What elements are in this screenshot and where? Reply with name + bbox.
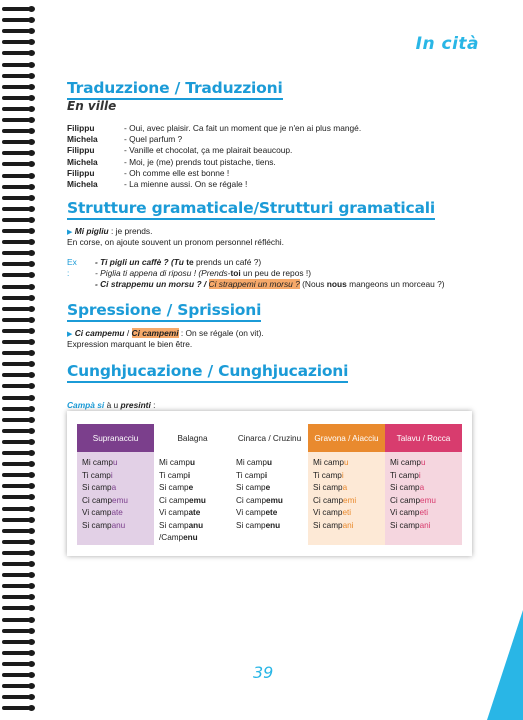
dialog-line — [67, 123, 361, 134]
spiral-ring — [2, 6, 36, 12]
dialog-text: - La mienne aussi. On se régale ! — [124, 179, 248, 190]
conjugation-form: Ti campi — [313, 470, 344, 480]
example-label: Ex : — [67, 257, 77, 279]
spiral-ring — [2, 217, 36, 223]
conjugation-column — [77, 424, 154, 545]
speaker-name: Michela — [67, 134, 98, 145]
conjugation-form: Si campe — [159, 483, 194, 492]
grammar-lead-phrase: Mi pigliu — [74, 226, 109, 236]
dialog-text: - Quel parfum ? — [124, 134, 183, 145]
spiral-ring — [2, 161, 36, 167]
spiral-ring — [2, 395, 36, 401]
expression-note: Expression marquant le bien être. — [67, 339, 193, 349]
column-header: Cinarca / Cruzinu — [231, 424, 308, 452]
spiral-ring — [2, 317, 36, 323]
spiral-ring — [2, 494, 36, 500]
conjugation-form: Mi campu — [236, 458, 272, 467]
spiral-ring — [2, 195, 36, 201]
spiral-ring — [2, 694, 36, 700]
grammar-note: En corse, on ajoute souvent un pronom personnel réfléchi. — [67, 237, 284, 247]
dialog-text: - Oh comme elle est bonne ! — [124, 167, 230, 178]
dialog-text: - Moi, je (me) prends tout pistache, tiens. — [124, 156, 276, 167]
spiral-ring — [2, 439, 36, 445]
speaker-name: Filippu — [67, 123, 95, 133]
spiral-ring — [2, 572, 36, 578]
section-title-conjugation: Cunghjucazione / Cunghjucazioni — [67, 362, 348, 383]
conjugation-form: Si campanu — [159, 520, 204, 530]
spiral-ring — [2, 650, 36, 656]
spiral-ring — [2, 350, 36, 356]
spiral-ring — [2, 506, 36, 512]
conjugation-form: Vi campate — [159, 508, 201, 517]
spiral-ring — [2, 517, 36, 523]
dialog-line — [67, 145, 361, 156]
page-number: 39 — [253, 663, 274, 682]
conjugation-form: Vi campeti — [390, 508, 429, 517]
spiral-ring — [2, 594, 36, 600]
spiral-binding — [0, 6, 40, 716]
highlight-variant: Ci strappemi un morsu ? — [208, 279, 300, 290]
speaker-name: Michela — [67, 179, 98, 190]
speaker-name: Filippu — [67, 145, 95, 156]
spiral-ring — [2, 284, 36, 290]
spiral-ring — [2, 683, 36, 689]
spiral-ring — [2, 661, 36, 667]
conjugation-form: Si campe — [236, 483, 271, 492]
conjugation-form: Ti campi — [390, 470, 421, 480]
spiral-ring — [2, 250, 36, 256]
conjugation-table — [67, 411, 472, 556]
column-header: Talavu / Rocca — [385, 424, 462, 452]
spiral-ring — [2, 295, 36, 301]
spiral-ring — [2, 261, 36, 267]
example-1: - Ti pigli un caffè ? (Tu te prends un café ?) — [95, 257, 262, 267]
conjugation-column — [385, 424, 462, 545]
spiral-ring — [2, 383, 36, 389]
spiral-ring — [2, 483, 36, 489]
spiral-ring — [2, 617, 36, 623]
expression-line: ▶ Ci campemu / Ci campemi : On se régale (on vit). — [67, 328, 264, 338]
spiral-ring — [2, 150, 36, 156]
example-3: - Ci strappemu un morsu ? / Ci strappemi un morsu ? (Nous nous mangeons un morceau ?) — [95, 279, 445, 290]
section-title-translation: Traduzzione / Traduzzioni — [67, 79, 283, 100]
spiral-ring — [2, 472, 36, 478]
conjugation-form: /Campenu — [159, 533, 198, 542]
spiral-ring — [2, 372, 36, 378]
dialog-text: - Vanille et chocolat, ça me plairait beaucoup. — [124, 145, 293, 156]
spiral-ring — [2, 528, 36, 534]
conjugation-form: Vi campate — [82, 508, 123, 517]
conjugation-form: Si campani — [313, 520, 354, 530]
spiral-ring — [2, 73, 36, 79]
spiral-ring — [2, 95, 36, 101]
example-2: - Piglia ti appena di riposu ! (Prends-toi un peu de repos !) — [95, 268, 312, 279]
conjugation-form: Vi campete — [236, 508, 278, 517]
conjugation-form: Ci campemu — [236, 495, 283, 505]
conjugation-label: Campà si à u presinti : — [67, 400, 156, 410]
dialog — [67, 123, 361, 190]
conjugation-form: Mi campu — [82, 458, 118, 467]
conjugation-form: Vi campeti — [313, 508, 352, 517]
corner-title: In cità — [415, 34, 479, 54]
conjugation-form: Si campanu — [82, 520, 126, 530]
conjugation-column — [154, 424, 231, 545]
grammar-lead-rest: : je prends. — [108, 226, 153, 236]
spiral-ring — [2, 84, 36, 90]
spiral-ring — [2, 306, 36, 312]
spiral-ring — [2, 328, 36, 334]
spiral-ring — [2, 184, 36, 190]
conjugation-column — [308, 424, 385, 545]
speaker-name: Michela — [67, 156, 98, 167]
spiral-ring — [2, 605, 36, 611]
spiral-ring — [2, 628, 36, 634]
conjugation-form: Ci campemu — [82, 495, 128, 505]
spiral-ring — [2, 228, 36, 234]
spiral-ring — [2, 128, 36, 134]
page-corner-decoration — [487, 610, 523, 720]
conjugation-form: Ci campemu — [159, 495, 206, 505]
spiral-ring — [2, 461, 36, 467]
conjugation-column — [231, 424, 308, 545]
conjugation-form: Ci campemu — [390, 495, 436, 505]
spiral-ring — [2, 139, 36, 145]
spiral-ring — [2, 117, 36, 123]
highlight-variant: Ci campemi — [131, 328, 179, 338]
conjugation-form: Si campani — [390, 520, 431, 530]
triangle-bullet-icon: ▶ — [67, 229, 73, 236]
conjugation-form: Ci campemi — [313, 495, 357, 505]
spiral-ring — [2, 583, 36, 589]
conjugation-form: Mi campu — [390, 458, 426, 467]
column-header: Gravona / Aiacciu — [308, 424, 385, 452]
spiral-ring — [2, 173, 36, 179]
dialog-line — [67, 179, 361, 190]
conjugation-form: Ti campi — [82, 470, 113, 480]
column-header: Supranacciu — [77, 424, 154, 452]
spiral-ring — [2, 106, 36, 112]
spiral-ring — [2, 428, 36, 434]
conjugation-form: Si campa — [390, 483, 425, 492]
subtitle: En ville — [67, 99, 117, 113]
conjugation-form: Si campenu — [236, 520, 281, 530]
spiral-ring — [2, 339, 36, 345]
spiral-ring — [2, 550, 36, 556]
spiral-ring — [2, 705, 36, 711]
conjugation-form: Ti campi — [159, 470, 191, 480]
spiral-ring — [2, 28, 36, 34]
dialog-text: - Oui, avec plaisir. Ca fait un moment que je n'en ai plus mangé. — [124, 123, 362, 133]
spiral-ring — [2, 561, 36, 567]
conjugation-form: Si campa — [82, 483, 117, 492]
spiral-ring — [2, 450, 36, 456]
spiral-ring — [2, 672, 36, 678]
spiral-ring — [2, 361, 36, 367]
spiral-ring — [2, 539, 36, 545]
dialog-line — [67, 134, 361, 145]
conjugation-form: Si campa — [313, 483, 348, 492]
spiral-ring — [2, 417, 36, 423]
triangle-bullet-icon: ▶ — [67, 331, 73, 338]
spiral-ring — [2, 239, 36, 245]
spiral-ring — [2, 406, 36, 412]
spiral-ring — [2, 50, 36, 56]
spiral-ring — [2, 62, 36, 68]
section-title-expression: Spressione / Sprissioni — [67, 301, 261, 322]
column-header: Balagna — [154, 424, 231, 452]
speaker-name: Filippu — [67, 167, 95, 178]
spiral-ring — [2, 17, 36, 23]
conjugation-form: Ti campi — [236, 470, 268, 480]
spiral-ring — [2, 639, 36, 645]
spiral-ring — [2, 206, 36, 212]
conjugation-form: Mi campu — [159, 458, 195, 467]
section-title-grammar: Strutture gramaticale/Strutturi gramaticali — [67, 199, 435, 220]
conjugation-form: Mi campu — [313, 458, 349, 467]
spiral-ring — [2, 272, 36, 278]
spiral-ring — [2, 39, 36, 45]
dialog-line — [67, 157, 361, 168]
dialog-line — [67, 168, 361, 179]
